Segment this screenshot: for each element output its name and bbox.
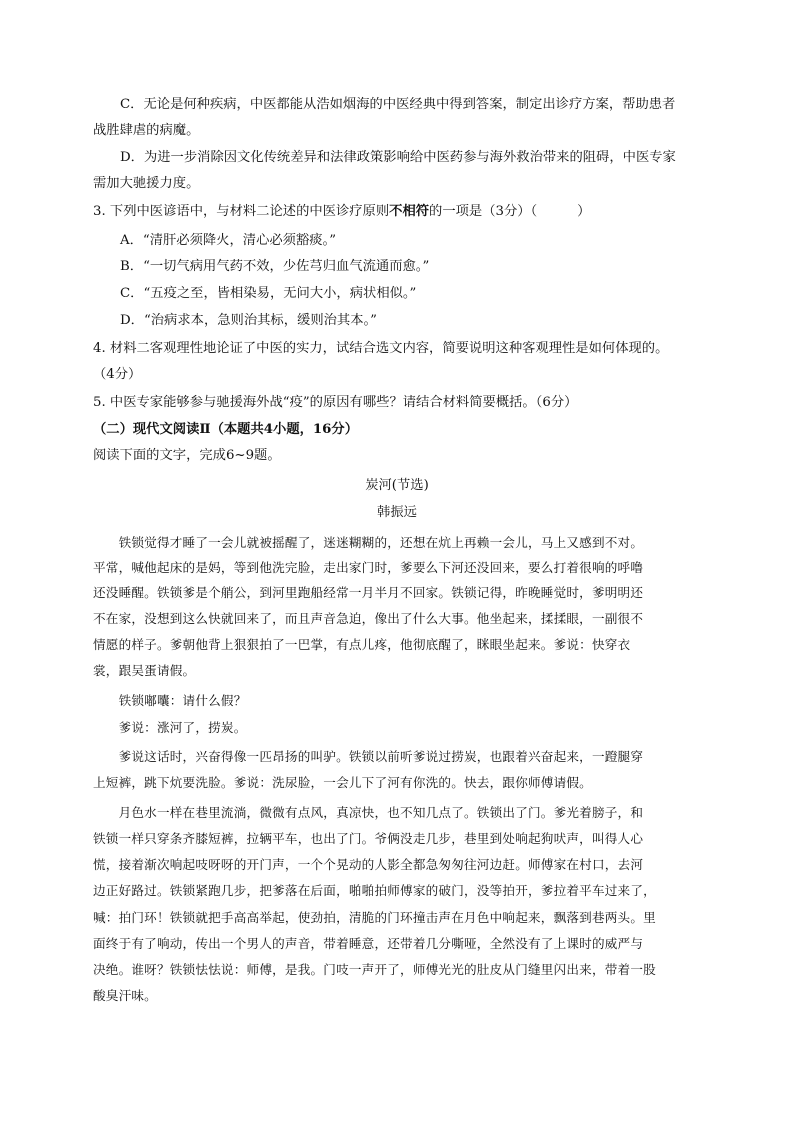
option-d-line-1: D．为进一步消除因文化传统差异和法律政策影响给中医药参与海外救治带来的阻碍，中医专家 xyxy=(120,150,676,165)
passage-line: 月色水一样在巷里流淌，微微有点风，真凉快，也不知几点了。铁锁出了门。爹光着膀子，和 xyxy=(93,805,644,820)
section-instruction: 阅读下面的文字，完成6~9题。 xyxy=(93,448,281,463)
passage-line: 裳，跟吴蛋请假。 xyxy=(93,663,196,678)
passage-line: 慌，接着渐次响起吱呀呀的开门声，一个个晃动的人影全都急匆匆往河边赶。师傅家在村口，去河 xyxy=(93,857,644,872)
passage-line: 还没睡醒。铁锁爹是个艄公，到河里跑船经常一月半月不回家。铁锁记得，昨晚睡觉时，爹明明还 xyxy=(93,585,644,600)
question-3-stem xyxy=(93,203,590,221)
question-4-line-2: （4分） xyxy=(93,367,142,382)
passage-line: 铁锁嘟囔：请什么假？ xyxy=(93,693,247,708)
question-3-option-d: D．“治病求本，急则治其标，缓则治其本。” xyxy=(120,313,377,328)
passage-line: 爹说：涨河了，捞炭。 xyxy=(93,720,247,735)
question-3-option-a: A．“清肝必须降火，清心必须豁痰。” xyxy=(120,233,337,248)
option-d-line-2: 需加大驰援力度。 xyxy=(93,176,200,191)
passage-line: 喊：拍门环！铁锁就把手高高举起，使劲拍，清脆的门环撞击声在月色中响起来，飘落到巷两头。里 xyxy=(93,910,656,925)
passage-author: 韩振远 xyxy=(377,505,417,520)
passage-line: 酸臭汗味。 xyxy=(93,988,157,1003)
question-4-line-1: 4. 材料二客观理性地论证了中医的实力，试结合选文内容，简要说明这种客观理性是如何体现的。 xyxy=(93,341,669,356)
question-3-stem-emphasis: 不相符 xyxy=(389,204,430,219)
passage-line: 情愿的样子。爹朝他背上狠狠拍了一巴掌，有点儿疼，他彻底醒了，眯眼坐起来。爹说：快穿衣 xyxy=(93,637,631,652)
passage-line: 平常，喊他起床的是妈，等到他洗完脸，走出家门时，爹要么下河还没回来，要么打着很响的呼噜 xyxy=(93,560,644,575)
question-3-stem-before: 3. 下列中医谚语中，与材料二论述的中医诊疗原则 xyxy=(93,204,390,219)
question-3-stem-after: 的一项是（3分）（ ） xyxy=(429,204,591,219)
passage-line: 爹说这话时，兴奋得像一匹昂扬的叫驴。铁锁以前听爹说过捞炭，也跟着兴奋起来，一蹬腿穿 xyxy=(93,749,644,764)
option-c-line-2: 战胜肆虐的病魔。 xyxy=(93,123,200,138)
question-3-option-b: B．“一切气病用气药不效，少佐芎归血气流通而愈。” xyxy=(120,259,430,274)
passage-line: 面终于有了响动，传出一个男人的声音，带着睡意，还带着几分嘶哑，全然没有了上课时的威严与 xyxy=(93,936,644,951)
passage-line: 铁锁一样只穿条齐膝短裤，拉辆平车，也出了门。爷俩没走几步，巷里到处响起狗吠声，叫得人心 xyxy=(93,831,644,846)
option-c-line-1: C．无论是何种疾病，中医都能从浩如烟海的中医经典中得到答案，制定出诊疗方案，帮助患者 xyxy=(120,97,676,112)
passage-line: 上短裤，跳下炕要洗脸。爹说：洗尿脸，一会儿下了河有你洗的。快去，跟你师傅请假。 xyxy=(93,775,592,790)
passage-line: 边正好路过。铁锁紧跑几步，把爹落在后面，啪啪拍师傅家的破门，没等拍开，爹拉着平车过来了， xyxy=(93,883,656,898)
question-3-option-c: C．“五疫之至，皆相染易，无问大小，病状相似。” xyxy=(120,286,417,301)
passage-line: 铁锁觉得才睡了一会儿就被摇醒了，迷迷糊糊的，还想在炕上再赖一会儿，马上又感到不对。 xyxy=(93,535,644,550)
passage-line: 决绝。谁呀？铁锁怯怯说：师傅，是我。门吱一声开了，师傅光光的肚皮从门缝里闪出来，带着一股 xyxy=(93,962,656,977)
question-5-line: 5. 中医专家能够参与驰援海外战“疫”的原因有哪些？请结合材料简要概括。（6分） xyxy=(93,395,578,410)
passage-title: 炭河(节选) xyxy=(365,478,429,493)
section-heading: （二）现代文阅读Ⅱ（本题共4小题，16分） xyxy=(93,422,359,437)
passage-line: 不在家，没想到这么快就回来了，而且声音急迫，像出了什么大事。他坐起来，揉揉眼，一副很不 xyxy=(93,611,644,626)
